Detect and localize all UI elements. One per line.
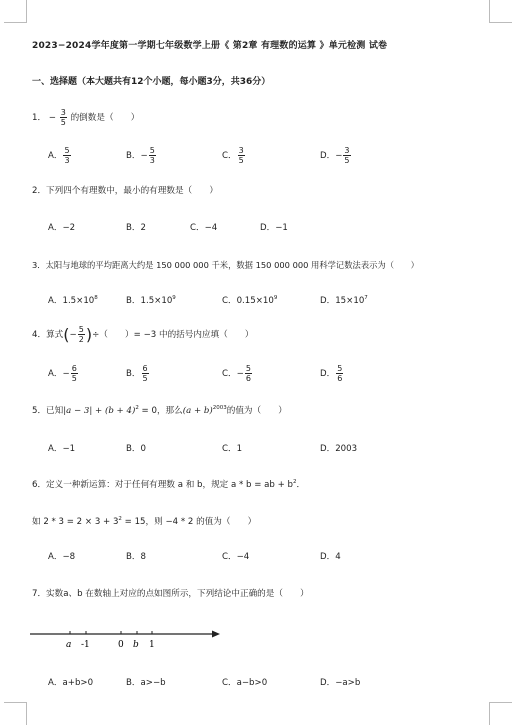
q1-option-d[interactable]: D．− $\frac{3}{5}$	[320, 146, 350, 165]
q3-option-d[interactable]: D．$15\times 10^7$	[320, 295, 368, 306]
arrow-head	[212, 631, 220, 638]
q5-option-c[interactable]: C．1	[222, 444, 243, 454]
negative-sign: −	[48, 113, 56, 123]
q3-option-c[interactable]: C．$0.15\times 10^9$	[222, 295, 278, 306]
question-3: 3．太阳与地球的平均距离大约是 150 000 000 千米，数据 150 000 000 用科学记数法表示为（ ）	[32, 260, 419, 270]
q6-option-a[interactable]: A．−8	[48, 552, 76, 562]
q7-option-b[interactable]: B．a>−b	[126, 678, 166, 688]
question-4: 4．算式(− $\frac{5}{2}$ )÷（ ）= −3 中的括号内应填（ ）	[32, 325, 254, 344]
q5-option-d[interactable]: D．2003	[320, 444, 358, 454]
q2-option-a[interactable]: A．−2	[48, 223, 76, 233]
label-b: b	[133, 640, 139, 650]
q6-option-d[interactable]: D．4	[320, 552, 341, 562]
number-line	[28, 622, 228, 652]
label-a: a	[66, 640, 72, 650]
q3-option-a[interactable]: A．$1.5\times 10^8$	[48, 295, 98, 306]
q2-option-c[interactable]: C．−4	[190, 223, 218, 233]
q5-option-b[interactable]: B．0	[126, 444, 146, 454]
q1-option-c[interactable]: C． $\frac{3}{5}$	[222, 146, 244, 165]
q2-option-b[interactable]: B．2	[126, 223, 146, 233]
question-1	[32, 108, 139, 127]
document-title: 2023−2024学年度第一学期七年级数学上册《 第2章 有理数的运算 》单元检测 试卷	[32, 41, 388, 51]
q3-option-b[interactable]: B．$1.5\times 10^9$	[126, 295, 176, 306]
q7-option-a[interactable]: A．a+b>0	[48, 678, 94, 688]
question-6-line-2: 如 $2 * 3 = 2 \times 3 + 3^2 = 15$，则 −4 * 2 的值为（ ）	[32, 516, 257, 527]
q4-option-d[interactable]: D． $\frac{5}{6}$	[320, 364, 343, 383]
question-6-line-1: 6．定义一种新运算：对于任何有理数 a 和 b，规定 a * b = ab + $b^2$．	[32, 479, 306, 490]
q6-option-c[interactable]: C．−4	[222, 552, 250, 562]
q4-option-b[interactable]: B． $\frac{6}{5}$	[126, 364, 148, 383]
q1-option-a[interactable]: A． $\frac{5}{3}$	[48, 146, 70, 165]
section-heading: 一、选择题（本大题共有12个小题，每小题3分，共36分）	[32, 77, 271, 87]
crop-mark-top-left	[4, 0, 27, 23]
q1-option-b[interactable]: B．− $\frac{5}{3}$	[126, 146, 155, 165]
crop-mark-bottom-right	[489, 702, 512, 725]
crop-mark-bottom-left	[4, 702, 27, 725]
q7-option-d[interactable]: D．−a>b	[320, 678, 361, 688]
label-minus-one: -1	[81, 640, 90, 650]
question-5: 5．已知$|a - 3| + (b + 4)^2 = 0$，那么$(a + b)^{2003}$的值为（ ）	[32, 405, 287, 416]
q4-option-c[interactable]: C．− $\frac{5}{6}$	[222, 364, 251, 383]
question-number: 4．	[32, 330, 47, 340]
question-2: 2．下列四个有理数中，最小的有理数是（ ）	[32, 186, 218, 196]
question-number: 1．	[32, 113, 47, 123]
q6-option-b[interactable]: B．8	[126, 552, 146, 562]
q2-option-d[interactable]: D．−1	[260, 223, 288, 233]
label-zero: 0	[118, 640, 124, 650]
fraction: $\frac{3}{5}$	[60, 108, 66, 127]
q7-option-c[interactable]: C．a−b>0	[222, 678, 268, 688]
q4-option-a[interactable]: A．− $\frac{6}{5}$	[48, 364, 77, 383]
label-one: 1	[149, 640, 155, 650]
question-7: 7．实数a、b 在数轴上对应的点如图所示，下列结论中正确的是（ ）	[32, 589, 309, 599]
q5-option-a[interactable]: A．−1	[48, 444, 76, 454]
question-text: 的倒数是（ ）	[70, 113, 140, 123]
crop-mark-top-right	[489, 0, 512, 23]
